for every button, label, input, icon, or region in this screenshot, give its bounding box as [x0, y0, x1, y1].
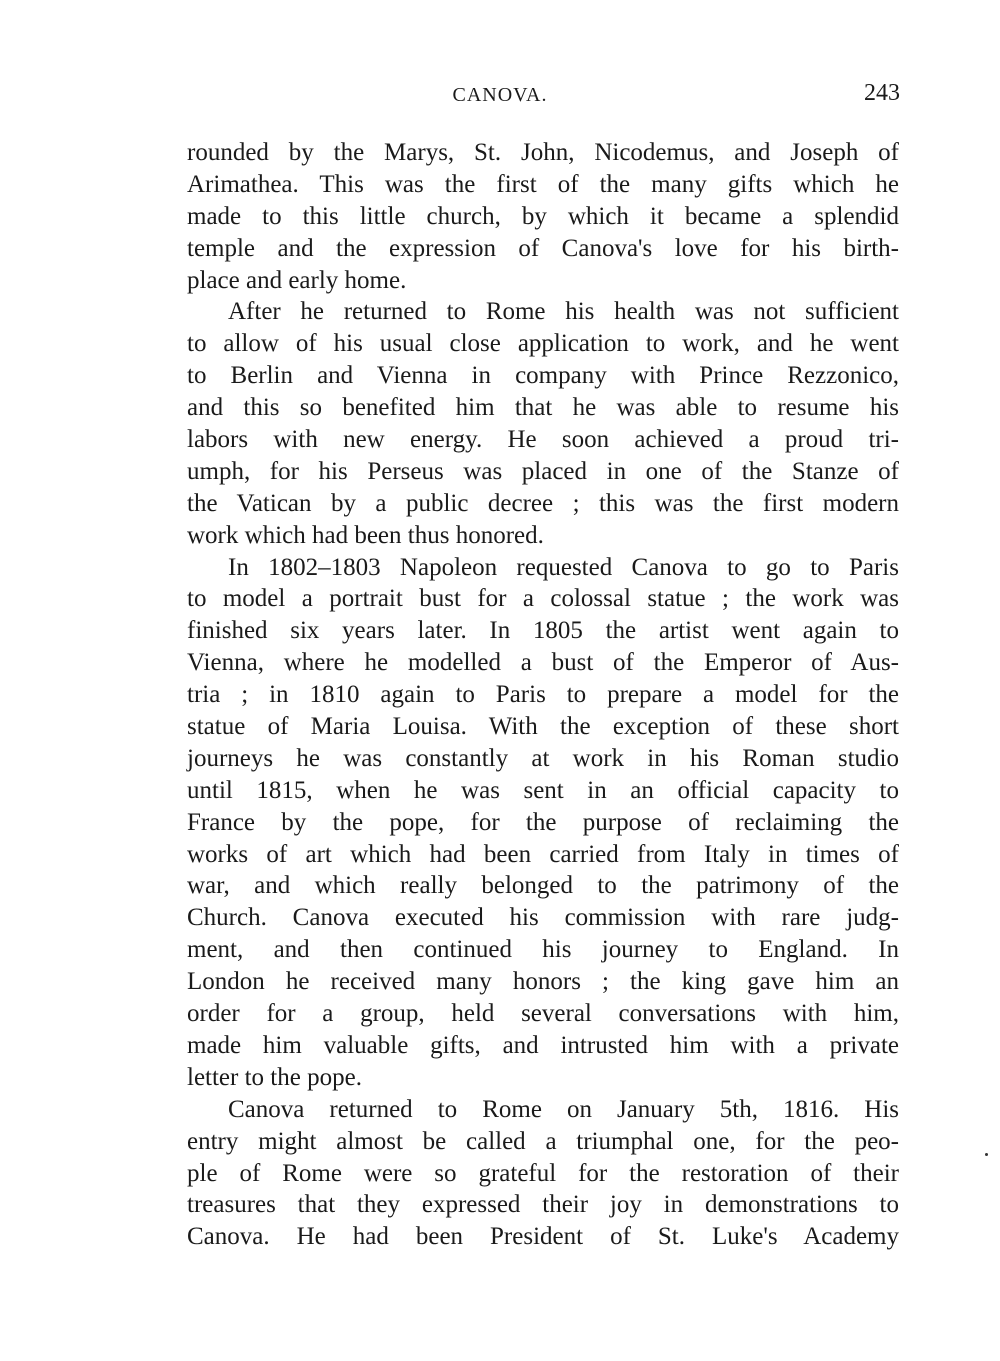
- text-line: rounded by the Marys, St. John, Nicodemus, and Joseph of: [187, 139, 899, 166]
- text-line: work which had been thus honored.: [187, 521, 544, 549]
- paragraph: [187, 296, 899, 551]
- text-line: statue of Maria Louisa. With the exception of these short: [187, 713, 899, 741]
- text-line: In 1802–1803 Napoleon requested Canova to go to Paris: [228, 553, 899, 581]
- text-line: Arimathea. This was the first of the many gifts which he: [187, 170, 899, 198]
- text-line: works of art which had been carried from Italy in times of: [187, 840, 899, 868]
- text-line: war, and which really belonged to the patrimony of the: [187, 872, 899, 900]
- text-line: temple and the expression of Canova's love for his birth-: [187, 234, 899, 262]
- text-line: ment, and then continued his journey to England. In: [187, 936, 899, 964]
- text-line: tria ; in 1810 again to Paris to prepare a model for the: [187, 681, 899, 709]
- running-header-title: CANOVA.: [452, 84, 548, 106]
- text-line: and this so benefited him that he was able to resume his: [187, 394, 899, 422]
- text-line: labors with new energy. He soon achieved a proud tri-: [187, 426, 899, 454]
- text-line: France by the pope, for the purpose of reclaiming the: [187, 808, 899, 836]
- text-line: order for a group, held several conversations with him,: [187, 1000, 899, 1028]
- page-number: 243: [864, 80, 900, 106]
- paragraph: [187, 552, 899, 1094]
- text-line: made him valuable gifts, and intrusted him with a private: [187, 1031, 899, 1059]
- text-line: After he returned to Rome his health was not sufficient: [228, 298, 899, 326]
- text-line: letter to the pope.: [187, 1063, 362, 1091]
- text-line: ple of Rome were so grateful for the restoration of their: [187, 1159, 899, 1187]
- text-line: finished six years later. In 1805 the artist went again to: [187, 617, 899, 645]
- paragraph: [187, 137, 899, 296]
- text-line: entry might almost be called a triumphal one, for the peo-: [187, 1127, 899, 1155]
- text-line: treasures that they expressed their joy in demonstrations to: [187, 1191, 899, 1219]
- text-line: to model a portrait bust for a colossal statue ; the work was: [187, 585, 899, 613]
- text-line: the Vatican by a public decree ; this was the first modern: [187, 489, 899, 517]
- text-line: journeys he was constantly at work in his Roman studio: [187, 744, 899, 772]
- text-line: Church. Canova executed his commission with rare judg-: [187, 904, 899, 932]
- text-line: Vienna, where he modelled a bust of the Emperor of Aus-: [187, 649, 899, 677]
- text-line: umph, for his Perseus was placed in one of the Stanze of: [187, 457, 899, 485]
- text-line: until 1815, when he was sent in an official capacity to: [187, 776, 899, 804]
- text-line: to allow of his usual close application to work, and he went: [187, 330, 899, 358]
- text-line: Canova. He had been President of St. Luke's Academy: [187, 1223, 899, 1251]
- text-line: place and early home.: [187, 266, 407, 294]
- paragraph: [187, 1094, 899, 1253]
- scan-speck: [985, 1153, 988, 1156]
- body-text: [187, 137, 899, 1253]
- text-line: made to this little church, by which it became a splendid: [187, 202, 899, 230]
- text-line: London he received many honors ; the king gave him an: [187, 968, 899, 996]
- text-line: Canova returned to Rome on January 5th, 1816. His: [228, 1095, 899, 1123]
- text-line: to Berlin and Vienna in company with Prince Rezzonico,: [187, 362, 899, 390]
